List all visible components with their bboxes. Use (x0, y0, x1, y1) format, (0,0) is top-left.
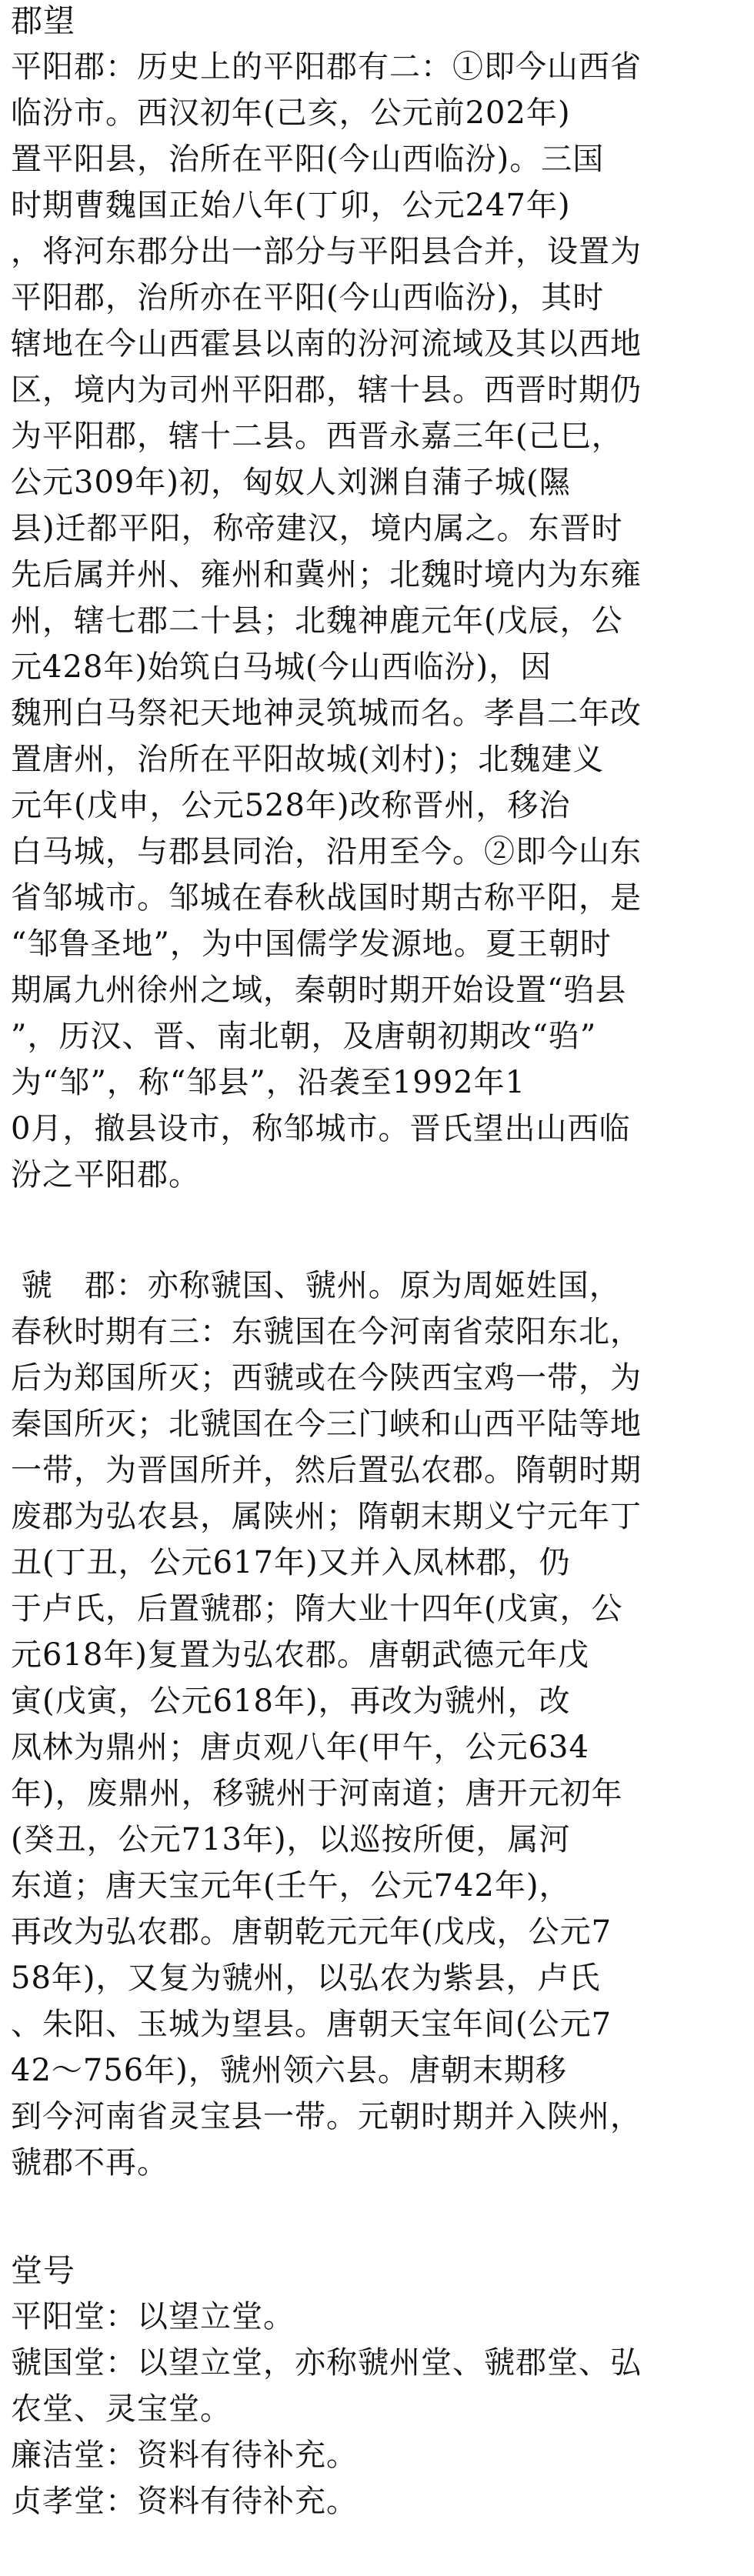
text-line: 0月，撤县设市，称邹城市。晋氏望出山西临 (11, 1111, 631, 1146)
text-line: 州，辖七郡二十县；北魏神鹿元年(戊辰，公 (11, 603, 623, 639)
text-line: 于卢氏，后置虢郡；隋大业十四年(戊寅，公 (11, 1591, 623, 1627)
text-line: 期属九州徐州之域，秦朝时期开始设置“驺县 (11, 973, 627, 1008)
text-line: 平阳郡，治所亦在平阳(今山西临汾)，其时 (11, 280, 605, 315)
text-line: 元428年)始筑白马城(今山西临汾)，因 (11, 649, 552, 685)
text-line: 置唐州，治所在平阳故城(刘村)；北魏建义 (11, 742, 605, 777)
text-line: 丑(丁丑，公元617年)又并入凤林郡，仍 (11, 1545, 571, 1580)
text-line: 魏刑白马祭祀天地神灵筑城而名。孝昌二年改 (11, 696, 642, 731)
text-line: 58年)，又复为虢州，以弘农为紫县，卢氏 (11, 1960, 601, 1996)
text-line: 春秋时期有三：东虢国在今河南省荥阳东北， (11, 1314, 642, 1350)
text-line: 一带，为晋国所并，然后置弘农郡。隋朝时期 (11, 1453, 642, 1488)
text-line: 为“邹”，称“邹县”，沿袭至1992年1 (11, 1065, 526, 1100)
text-line: 虢郡不再。 (11, 2145, 168, 2181)
text-line: 废郡为弘农县，属陕州；隋朝末期义宁元年丁 (11, 1499, 642, 1534)
text-line: 平阳堂：以望立堂。 (11, 2299, 295, 2334)
text-line: 东道；唐天宝元年(壬午，公元742年)， (11, 1868, 571, 1904)
text-line: 秦国所灭；北虢国在今三门峡和山西平陆等地 (11, 1406, 642, 1442)
text-line: 区，境内为司州平阳郡，辖十县。西晋时期仍 (11, 372, 642, 408)
text-line: 辖地在今山西霍县以南的汾河流域及其以西地 (11, 326, 642, 362)
text-line: 、朱阳、玉城为望县。唐朝天宝年间(公元7 (11, 2007, 612, 2042)
text-line: 寅(戊寅，公元618年)，再改为虢州，改 (11, 1683, 571, 1719)
section-heading-tanghao: 堂号 (11, 2252, 75, 2289)
text-line: 先后属并州、雍州和冀州；北魏时境内为东雍 (11, 557, 642, 592)
text-line: 白马城，与郡县同治，沿用至今。②即今山东 (11, 834, 642, 869)
text-line: ，将河东郡分出一部分与平阳县合并，设置为 (11, 234, 642, 269)
text-line: 到今河南省灵宝县一带。元朝时期并入陕州， (11, 2099, 642, 2134)
text-line: 凤林为鼎州；唐贞观八年(甲午，公元634 (11, 1730, 589, 1765)
text-line: 农堂、灵宝堂。 (11, 2391, 232, 2427)
text-line: 省邹城市。邹城在春秋战国时期古称平阳，是 (11, 880, 642, 916)
text-line: 虢国堂：以望立堂，亦称虢州堂、虢郡堂、弘 (11, 2345, 642, 2381)
text-line: 公元309年)初，匈奴人刘渊自蒲子城(隰 (11, 465, 571, 500)
text-line: 元618年)复置为弘农郡。唐朝武德元年戊 (11, 1637, 589, 1673)
text-line: 后为郑国所灭；西虢或在今陕西宝鸡一带，为 (11, 1360, 642, 1396)
text-line: 平阳郡：历史上的平阳郡有二：①即今山西省 (11, 49, 642, 85)
text-line: 时期曹魏国正始八年(丁卯，公元247年) (11, 188, 571, 223)
text-line: 为平阳郡，辖十二县。西晋永嘉三年(己巳， (11, 419, 623, 454)
text-line: 年)，废鼎州，移虢州于河南道；唐开元初年 (11, 1776, 623, 1811)
text-line: ”，历汉、晋、南北朝，及唐朝初期改“驺” (11, 1019, 597, 1054)
text-line: 临汾市。西汉初年(己亥，公元前202年) (11, 95, 571, 131)
text-line: 置平阳县，治所在平阳(今山西临汾)。三国 (11, 142, 605, 177)
text-line: (癸丑，公元713年)，以巡按所便，属河 (11, 1822, 571, 1857)
text-line: 再改为弘农郡。唐朝乾元元年(戊戌，公元7 (11, 1914, 612, 1950)
text-line: “邹鲁圣地”，为中国儒学发源地。夏王朝时 (11, 926, 612, 962)
text-line: 贞孝堂：资料有待补充。 (11, 2484, 358, 2519)
section-heading-junwang: 郡望 (11, 2, 75, 39)
text-line: 元年(戊申，公元528年)改称晋州，移治 (11, 788, 571, 823)
text-line: 县)迁都平阳，称帝建汉，境内属之。东晋时 (11, 511, 623, 546)
text-line: 虢 郡：亦称虢国、虢州。原为周姬姓国， (11, 1268, 621, 1303)
text-line: 42～756年)，虢州领六县。唐朝末期移 (11, 2053, 567, 2088)
text-line: 汾之平阳郡。 (11, 1157, 200, 1193)
text-line: 廉洁堂：资料有待补充。 (11, 2438, 358, 2473)
